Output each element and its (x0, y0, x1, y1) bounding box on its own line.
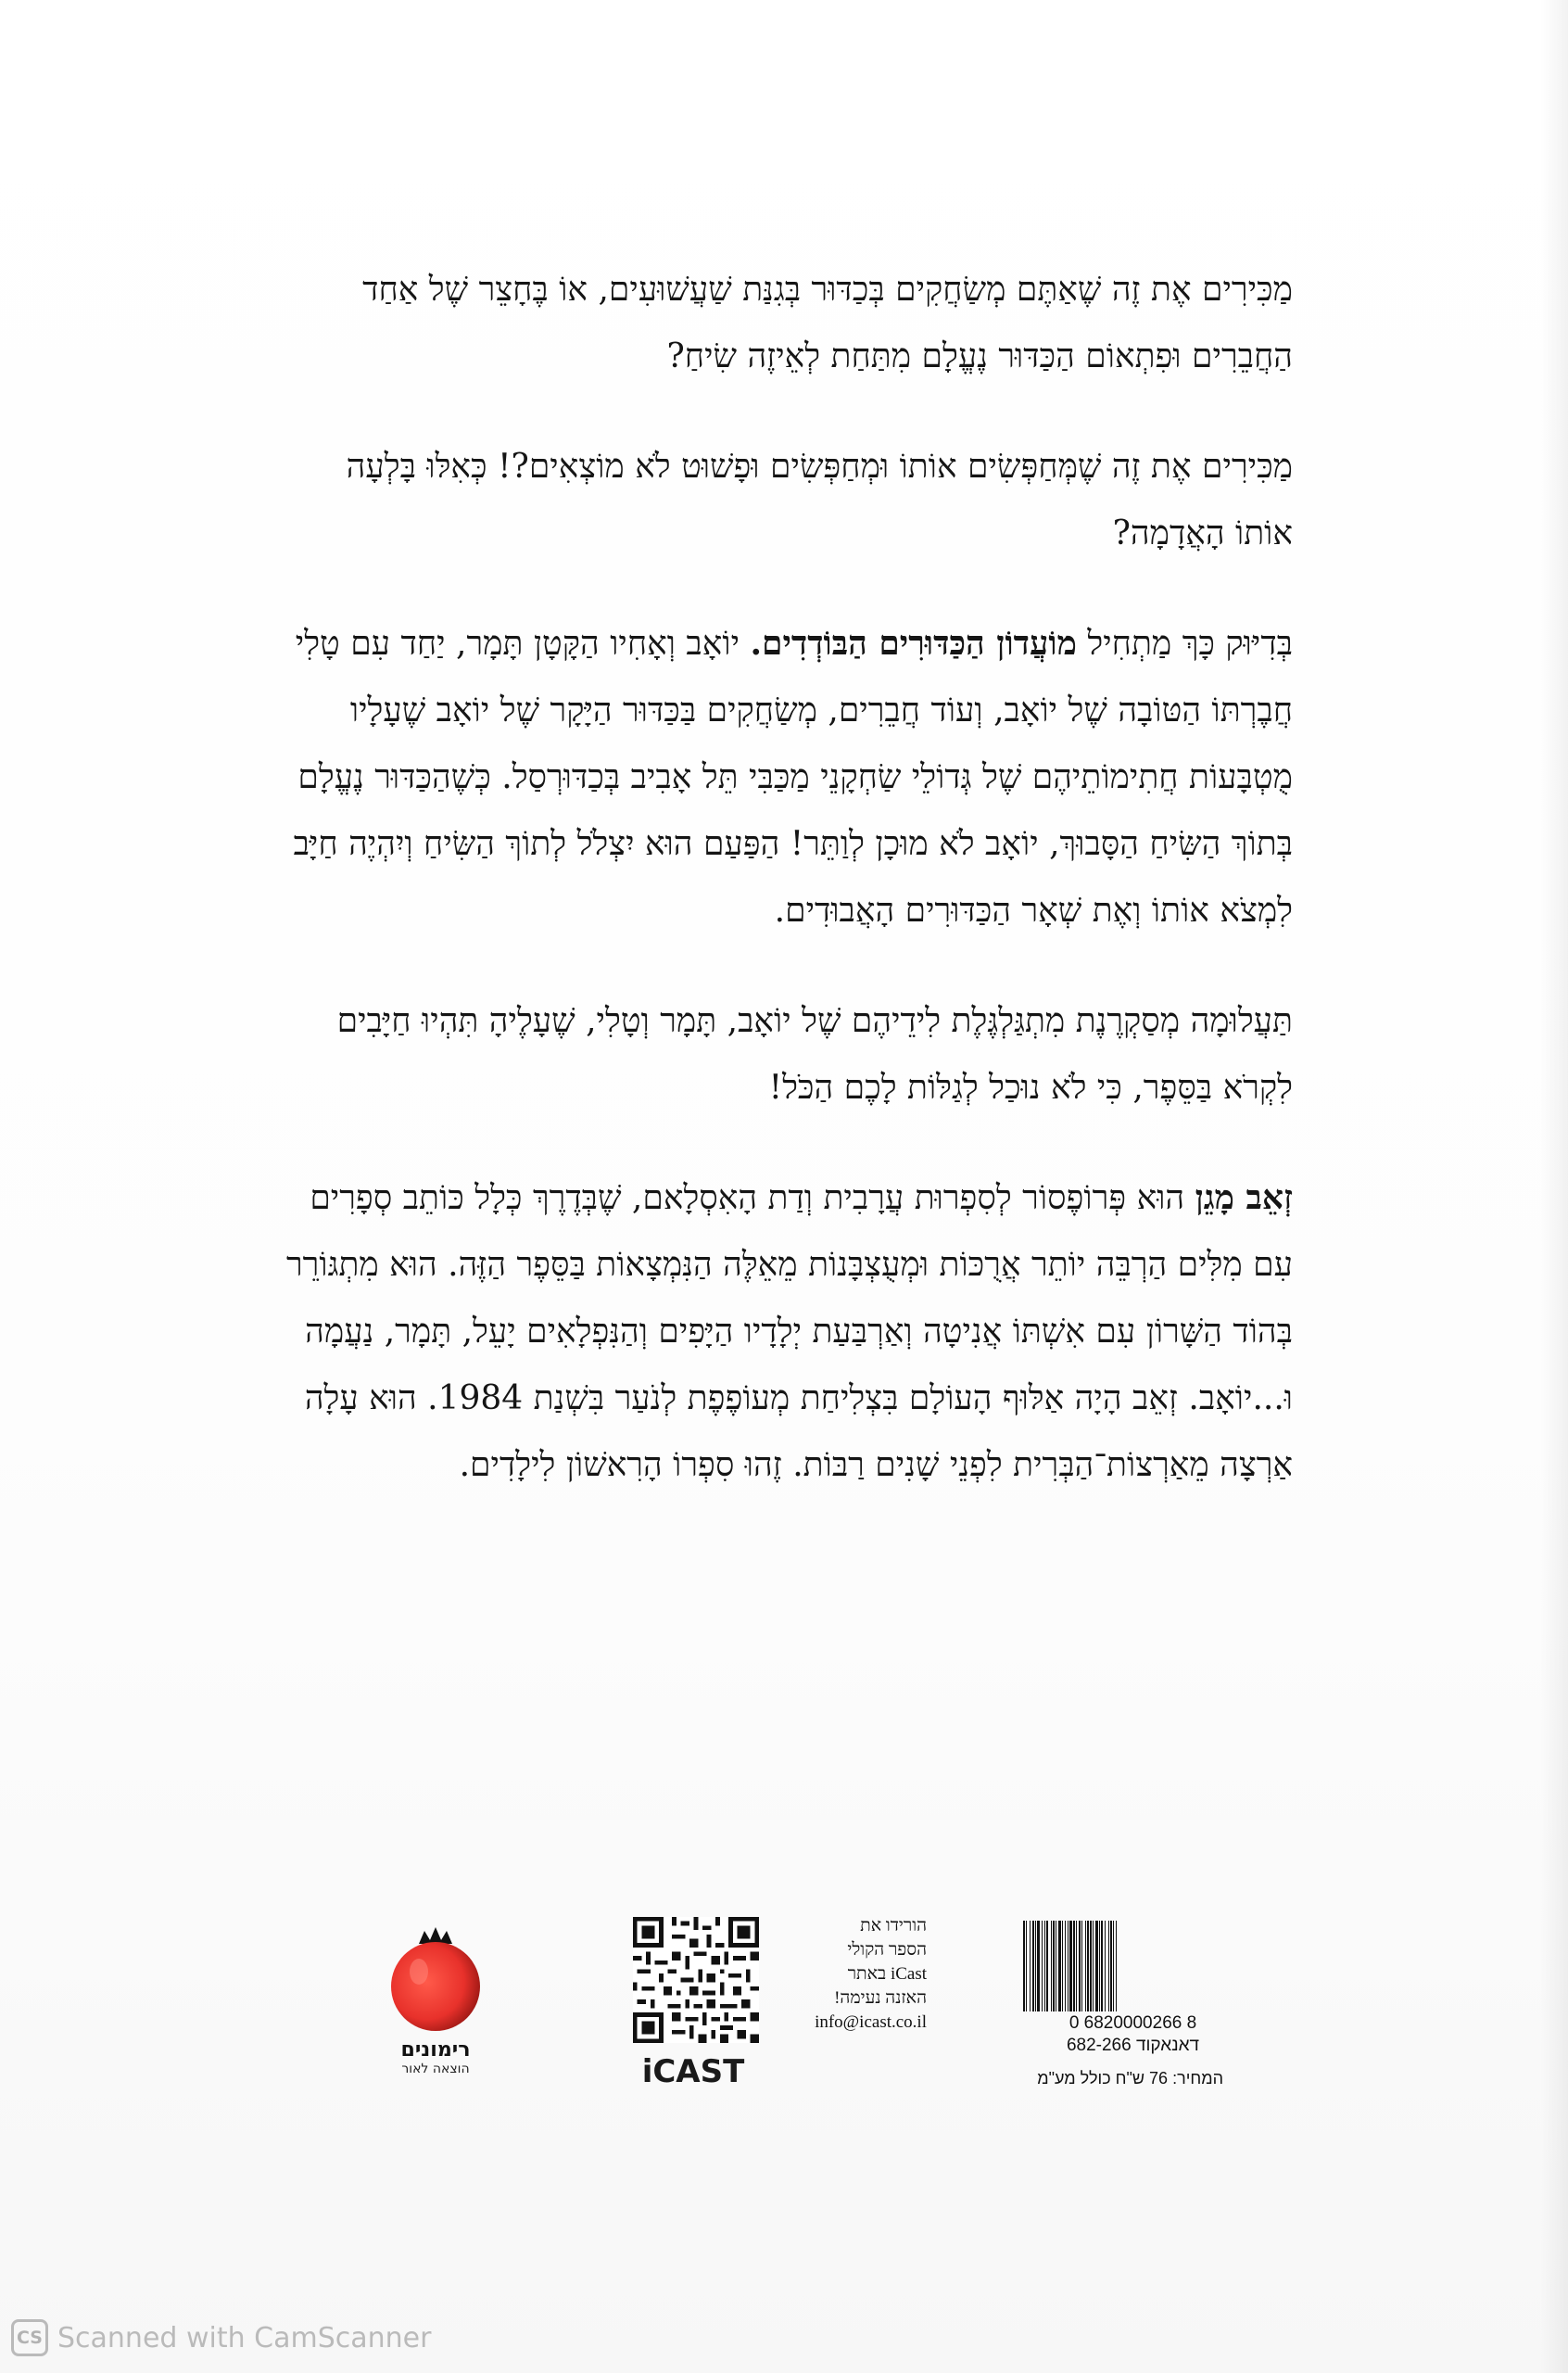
barcode-number: 0 6820000266 8 (1069, 2013, 1197, 2033)
qr-code[interactable] (633, 1917, 759, 2043)
barcode-bar (1079, 1921, 1081, 2011)
pomegranate-icon (380, 1923, 491, 2035)
barcode-bar (1026, 1921, 1027, 2011)
paragraph-rest: יוֹאָב וְאָחִיו הַקָּטָן תָּמָר, יַחַד עִם טָלִי חֲבֶרְתּוֹ הַטּוֹבָה שֶׁל יוֹאָב, וְעוֹד חֲבֵרִים, מְשַׂחֲקִים בַּכַּדּוּר הַיָּקָר שֶׁל יוֹאָב שֶׁעָלָיו מֻטְבָּעוֹת חֲתִימוֹתֵיהֶם שֶׁל גְּדוֹלֵי שַׂחְקָנֵי מַכַּבִּי תֵּל אָבִיב בְּכַדּוּרְסַל. כְּשֶׁהַכַּדּוּר נֶעֱלָם בְּתוֹךְ הַשִּׂיחַ הַסָּבוּךְ, יוֹאָב לֹא מוּכָן לְוַתֵּר! הַפַּעַם הוּא יִצְלֹל לְתוֹךְ הַשִּׂיחַ וְיִהְיֶה חַיָּב לִמְצֹא אוֹתוֹ וְאֶת שְׁאָר הַכַּדּוּרִים הָאֲבוּדִים. (293, 625, 1293, 930)
barcode-bar (1101, 1921, 1103, 2011)
author-bio (283, 1164, 1293, 1499)
barcode-bar (1065, 1921, 1066, 2011)
barcode-bar (1110, 1921, 1112, 2011)
blurb-paragraph-3 (283, 610, 1293, 945)
barcode (1019, 1919, 1228, 2021)
icast-brand-text: iCAST (641, 2053, 745, 2090)
barcode-bar (1076, 1921, 1077, 2011)
blurb-paragraph-2 (283, 434, 1293, 567)
publisher-logo (375, 1923, 496, 2081)
barcode-bar (1113, 1921, 1114, 2011)
barcode-bar (1062, 1921, 1063, 2011)
barcode-bar (1044, 1921, 1045, 2011)
blurb-paragraph-1 (283, 257, 1293, 390)
price-label: המחיר: 76 ש"ח כולל מע"מ (1037, 2069, 1223, 2087)
audiobook-line-1: הורידו את (860, 1916, 927, 1935)
barcode-bar (1053, 1921, 1055, 2011)
barcode-bar (1087, 1921, 1089, 2011)
barcode-bar (1051, 1921, 1052, 2011)
scan-edge-shadow (1540, 0, 1568, 2373)
paragraph-text (283, 1164, 1293, 1499)
audiobook-line-2: הספר הקולי (847, 1940, 927, 1960)
paragraph-lead: בְּדִיּוּק כָּךְ מַתְחִיל (1076, 625, 1293, 663)
paragraph-text (283, 610, 1293, 945)
barcode-bar (1105, 1921, 1106, 2011)
audiobook-line-3: iCast באתר (847, 1964, 927, 1984)
publisher-name: רימונים (400, 2038, 471, 2062)
barcode-bar (1023, 1921, 1025, 2011)
barcode-bar (1093, 1921, 1094, 2011)
icast-logo (633, 2047, 753, 2091)
blurb-paragraph-4 (283, 988, 1293, 1122)
barcode-bar (1090, 1921, 1092, 2011)
barcode-bar (1058, 1921, 1061, 2011)
barcode-bar (1116, 1921, 1117, 2011)
audiobook-info (769, 1914, 927, 2035)
author-name: זְאֵב מָגֵן (1195, 1178, 1293, 1217)
publisher-subtitle: הוצאה לאור (401, 2062, 470, 2076)
barcode-bar (1068, 1921, 1069, 2011)
barcode-bar (1069, 1921, 1072, 2011)
barcode-bar (1073, 1921, 1075, 2011)
barcode-bar (1042, 1921, 1043, 2011)
audiobook-line-4: האזנה נעימה! (834, 1988, 927, 2008)
contact-email[interactable]: info@icast.co.il (815, 2012, 927, 2032)
camscanner-icon: CS (11, 2319, 48, 2356)
paragraph-text: מַכִּירִים אֶת זֶה שֶׁמְּחַפְּשִׂים אוֹתוֹ וּמְחַפְּשִׂים וּפָשׁוּט לֹא מוֹצְאִים?! כְּאִלּוּ בָּלְעָה אוֹתוֹ הָאֲדָמָה? (346, 448, 1293, 552)
barcode-bar (1046, 1921, 1048, 2011)
barcode-bar (1095, 1921, 1098, 2011)
barcode-bar (1085, 1921, 1086, 2011)
barcode-bar (1030, 1921, 1031, 2011)
barcode-bar (1081, 1921, 1082, 2011)
paragraph-text: מַכִּירִים אֶת זֶה שֶׁאַתֶּם מְשַׂחֲקִים בְּכַדּוּר בְּגִנַּת שַׁעֲשׁוּעִים, אוֹ בֶּחָצֵר שֶׁל אַחַד הַחֲבֵרִים וּפִתְאוֹם הַכַּדּוּר נֶעֱלָם מִתַּחַת לְאֵיזֶה שִׂיחַ? (362, 271, 1293, 375)
paragraph-text: תַּעֲלוּמָה מְסַקְרֶנֶת מִתְגַּלְגֶּלֶת לִידֵיהֶם שֶׁל יוֹאָב, תָּמָר וְטָלִי, שֶׁעָלֶיהָ תִּהְיוּ חַיָּבִים לִקְרֹא בַּסֵּפֶר, כִּי לֹא נוּכַל לְגַלּוֹת לָכֶם הַכֹּל! (336, 1002, 1293, 1107)
barcode-bar (1037, 1921, 1040, 2011)
author-bio-text: הוּא פְּרוֹפֶסוֹר לְסִפְרוּת עֲרָבִית וְדַת הָאִסְלָאם, שֶׁבְּדֶרֶךְ כְּלָל כּוֹתֵב סְפָרִים עִם מִלִּים הַרְבֵּה יוֹתֵר אֲרֻכּוֹת וּמְעֻצְבָּנוֹת מֵאֵלֶּה הַנִּמְצָאוֹת בַּסֵּפֶר הַזֶּה. הוּא מִתְגּוֹרֵר בְּהוֹד הַשָּׁרוֹן עִם אִשְׁתּוֹ אֲנִיטָה וְאַרְבַּעַת יְלָדָיו הַיָּפִים וְהַנִּפְלָאִים יָעֵל, תָּמָר, נַעֲמָה וּ...יוֹאָב. זְאֵב הָיָה אַלּוּף הָעוֹלָם בִּצְלִיחַת מְעוֹפֶפֶת לְנֹעַר בִּשְׁנַת 1984. הוּא עָלָה אַרְצָה מֵאַרְצוֹת־הַבְּרִית לִפְנֵי שָׁנִים רַבּוֹת. זֶהוּ סִפְרוֹ הָרִאשׁוֹן לִילָדִים. (285, 1179, 1293, 1484)
barcode-bar (1032, 1921, 1034, 2011)
catalog-code: דאנאקוד 682-266 (1066, 2036, 1200, 2055)
camscanner-watermark (11, 2317, 431, 2358)
barcode-bar (1035, 1921, 1036, 2011)
watermark-text: Scanned with CamScanner (57, 2321, 432, 2354)
book-title: מוֹעֲדוֹן הַכַּדּוּרִים הַבּוֹדְדִים. (750, 624, 1077, 663)
barcode-bar (1099, 1921, 1100, 2011)
barcode-bar (1108, 1921, 1109, 2011)
